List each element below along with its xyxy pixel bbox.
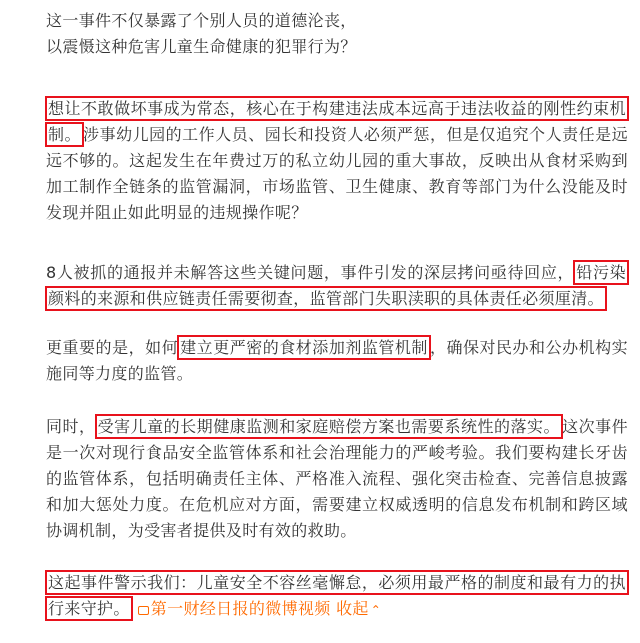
highlight-box-victim-compensation: 受害儿童的长期健康监测和家庭赔偿方案也需要系统性的落实。 [95, 414, 564, 439]
paragraph-2 [46, 96, 628, 226]
paragraph-1-line-1: 这一事件不仅暴露了个别人员的道德沦丧， [46, 11, 357, 30]
source-line [132, 599, 381, 618]
paragraph-5-text-before: 同时， [46, 417, 96, 436]
highlight-box-rigid-constraint: 想让不敢做坏事成为常态，核心在于构建违法成本远高于违法收益的刚性约束机制。 [45, 96, 629, 147]
weibo-video-link[interactable]: 第一财经日报的微博视频 [150, 599, 331, 618]
paragraph-6 [46, 570, 628, 623]
collapse-button[interactable] [336, 599, 381, 618]
highlight-box-additive-regulation: 建立更严密的食材添加剂监管机制 [177, 335, 431, 360]
paragraph-4-text-before: 更重要的是，如何 [46, 338, 179, 357]
highlight-box-child-safety: 这起事件警示我们：儿童安全不容丝毫懈怠，必须用最严格的制度和最有力的执行来守护。 [45, 570, 629, 621]
paragraph-5-text-after: 这次事件是一次对现行食品安全监管体系和社会治理能力的严峻考验。我们要构建长牙齿的监管体系，包括明确责任主体、严格准入流程、强化突击检查、完善信息披露和加大惩处力度。在危机应对方面，需要建立权威透明的信息发布机制和跨区域协调机制，为受害者提供及时有效的救助。 [46, 417, 628, 540]
chevron-up-icon: ⌃ [370, 603, 382, 617]
paragraph-1-line-2: 以震慑这种危害儿童生命健康的犯罪行为？ [46, 37, 357, 56]
paragraph-5 [46, 414, 628, 544]
video-icon [138, 606, 149, 615]
paragraph-1 [46, 8, 628, 60]
article-body [46, 8, 628, 643]
paragraph-4 [46, 335, 628, 387]
paragraph-3 [46, 260, 628, 312]
paragraph-4-text-after: ，确保对民办和公办机构实施同等力度的监管。 [46, 338, 628, 383]
paragraph-2-text: 涉事幼儿园的工作人员、园长和投资人必须严惩，但是仅追究个人责任是远远不够的。这起发生在年费过万的私立幼儿园的重大事故，反映出从食材采购到加工制作全链条的监管漏洞，市场监管、卫生健康、教育等部门为什么没能及时发现并阻止如此明显的违规操作呢？ [46, 125, 628, 222]
paragraph-3-text: 8人被抓的通报并未解答这些关键问题，事件引发的深层拷问亟待回应， [46, 263, 575, 282]
collapse-label: 收起 [336, 599, 369, 618]
highlight-box-lead-pigment: 铅污染颜料的来源和供应链责任需要彻查，监管部门失职渎职的具体责任必须厘清。 [45, 260, 629, 311]
